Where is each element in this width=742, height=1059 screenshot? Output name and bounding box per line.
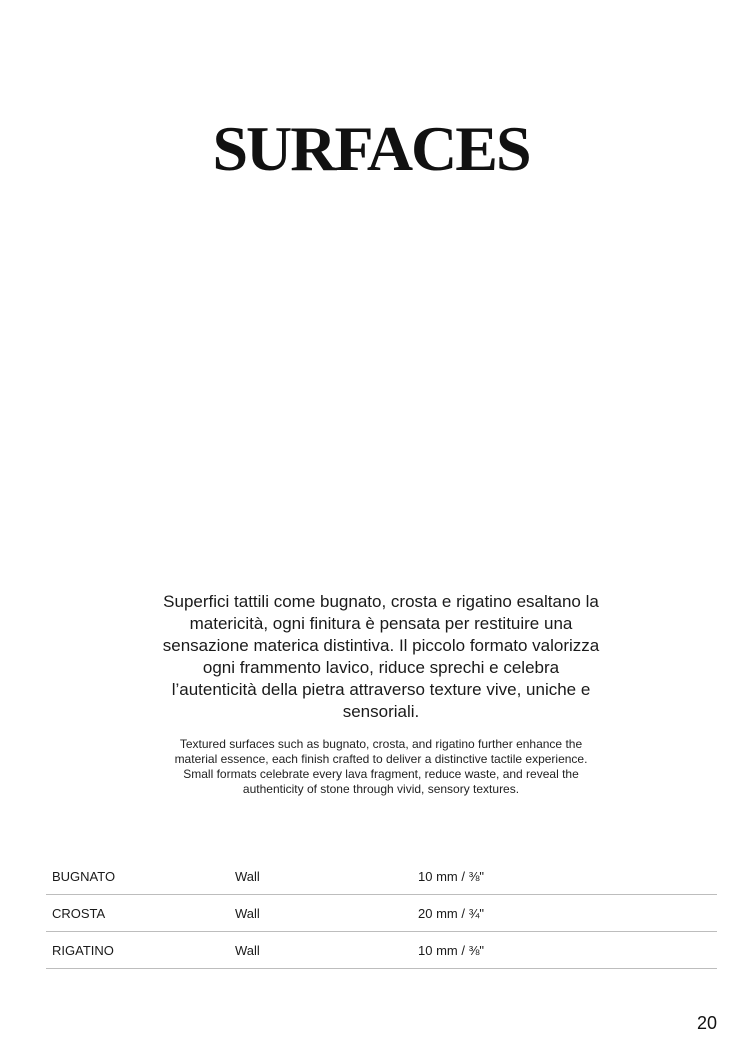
table-row — [46, 858, 717, 895]
intro-english: Textured surfaces such as bugnato, crosta, and rigatino further enhance the material essence, each finish crafted to deliver a distinctive tactile experience. Small formats celebrate every lava fragment, reduce waste, and reveal the authenticity of stone through vivid, sensory textures. — [174, 737, 588, 796]
surface-name: BUGNATO — [52, 868, 116, 884]
surface-name: CROSTA — [52, 905, 106, 921]
surface-thickness: 10 mm / ⅜" — [418, 868, 485, 884]
surface-thickness: 10 mm / ⅜" — [418, 942, 485, 958]
page-number: 20 — [696, 1013, 717, 1033]
surface-use: Wall — [235, 905, 260, 921]
table-row — [46, 932, 717, 969]
table-row — [46, 895, 717, 932]
specs-table — [46, 858, 717, 969]
surface-name: RIGATINO — [52, 942, 114, 958]
page-title: SURFACES — [212, 112, 530, 184]
surface-use: Wall — [235, 868, 260, 884]
intro-italian: Superfici tattili come bugnato, crosta e rigatino esaltano la matericità, ogni finitura è pensata per restituire una sensazione materica distintiva. Il piccolo formato valorizza ogni frammento lavico, riduce sprechi e celebra l’autenticità della pietra attraverso texture vive, uniche e sensoriali. — [162, 592, 600, 721]
surface-use: Wall — [235, 942, 260, 958]
surface-thickness: 20 mm / ¾" — [418, 905, 485, 921]
